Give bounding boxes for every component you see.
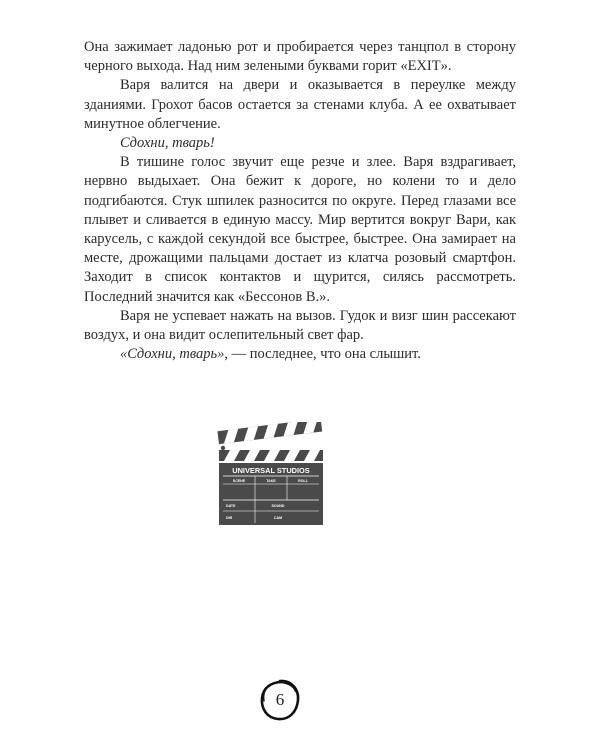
clapper-label-scene: SCENE <box>232 479 246 483</box>
italic-phrase: «Сдохни, тварь» <box>120 346 225 363</box>
clapper-label-sound: SOUND <box>271 504 285 508</box>
paragraph <box>84 345 516 364</box>
paragraph <box>84 134 516 153</box>
paragraph <box>84 76 516 134</box>
clapper-label-take: TAKE <box>266 479 276 483</box>
paragraph-text: Варя не успевает нажать на вызов. Гудок и визг шин рассекают воздух, и она видит ослепительный свет фар. <box>84 307 516 344</box>
clapper-label-dir: DIR <box>226 516 233 520</box>
paragraph <box>84 307 516 345</box>
paragraph-text: , — последнее, что она слышит. <box>224 346 421 363</box>
paragraph-text: В тишине голос звучит еще резче и злее. Варя вздрагивает, нервно выдыхает. Она бежит к дороге, но колени то и дело подгибаются. Стук шпилек разносится по округе. Перед глазами все плывет и сливается в единую массу. Мир вертится вокруг Вари, как карусель, с каждой секундой все быстрее, быстрее. Она замирает на месте, дрожащими пальцами достает из клатча розовый смартфон. Заходит в список контактов и щурится, силясь рассмотреть. Последний значится как «Бессонов В.». <box>84 154 516 305</box>
paragraph-text: Варя валится на двери и оказывается в переулке между зданиями. Грохот басов остается за стенами клуба. А ее охватывает минутное облегчение. <box>84 77 516 132</box>
page-number-badge <box>258 677 302 723</box>
body-text <box>84 38 516 364</box>
italic-phrase: Сдохни, тварь! <box>120 135 215 152</box>
paragraph <box>84 153 516 307</box>
paragraph <box>84 38 516 76</box>
clapperboard-icon <box>216 422 326 527</box>
clapper-label-cam: CAM <box>273 516 283 520</box>
page-number: 6 <box>275 690 285 709</box>
paragraph-text: Она зажимает ладонью рот и пробирается через танцпол в сторону черного выхода. Над ним зелеными буквами горит «EXIT». <box>84 39 516 75</box>
clapper-label-date: DATE <box>226 504 236 508</box>
clapper-title: UNIVERSAL STUDIOS <box>232 466 310 475</box>
clapper-label-roll: ROLL <box>298 479 308 483</box>
